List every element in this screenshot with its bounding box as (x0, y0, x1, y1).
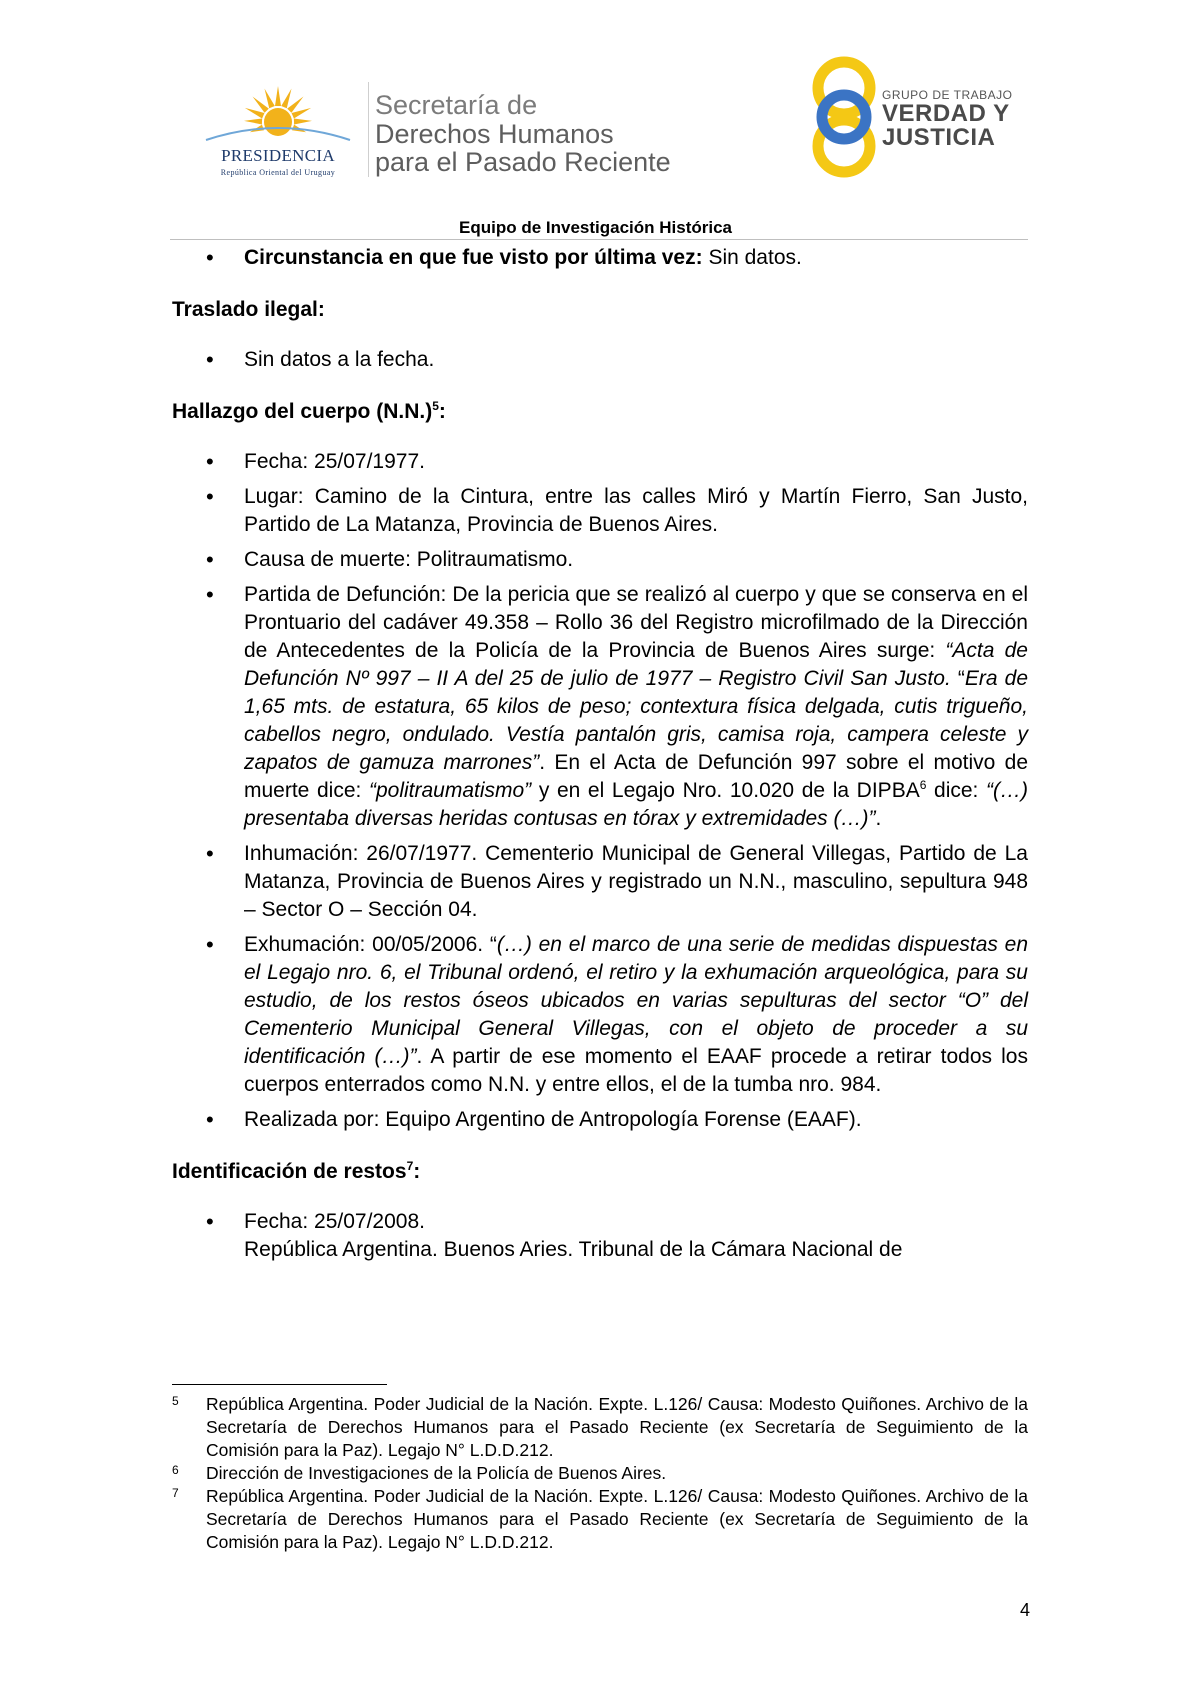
list-item-realizada (172, 1106, 1028, 1134)
partida-text-5: . En el Acta de Defunción 997 sobre el motivo de muerte dice: (244, 751, 1028, 802)
footnotes (172, 1393, 1028, 1554)
list-item-ident-fecha (172, 1208, 1028, 1264)
bullet-icon: • (206, 347, 214, 372)
footnote-ref-7: 7 (406, 1159, 414, 1173)
identificacion-colon: : (413, 1160, 421, 1183)
footnote-number: 6 (172, 1463, 179, 1477)
bullet-icon: • (206, 449, 214, 474)
partida-quote-acta: “Acta de Defunción Nº 997 – II A del 25 de julio de 1977 – Registro Civil San Justo. (244, 639, 1028, 690)
page-number: 4 (1019, 1600, 1030, 1620)
gvj-line-2: VERDAD Y (882, 100, 1010, 127)
main-content (172, 244, 1028, 1264)
logo-divider (368, 82, 369, 177)
footnote-ref-6: 6 (919, 778, 927, 792)
ident-continuation-text: República Argentina. Buenos Aries. Tribunal de la Cámara Nacional de (244, 1238, 903, 1261)
presidencia-wordmark: PRESIDENCIA (221, 146, 335, 165)
partida-quote-descripcion: Era de 1,65 mts. de estatura, 65 kilos de peso; contextura física delgada, cutis trigueño, cabellos negro, ondulado. Vestía pantalón gris, camisa roja, campera celeste y zapatos de gamuza marrones” (244, 667, 1029, 774)
partida-text-1: Partida de Defunción: De la pericia que se realizó al cuerpo y que se conserva en el Prontuario del cadáver 49.358 – Rollo 36 del Registro microfilmado de la Dirección de Antecedentes de la Policía de la Provincia de Buenos Aires surge: (244, 583, 1028, 662)
bullet-icon: • (206, 1209, 214, 1234)
partida-quote-politrauma: “politraumatismo” (368, 779, 532, 802)
hallazgo-colon: : (438, 400, 446, 423)
page-header (170, 52, 1030, 192)
causa-text: Causa de muerte: Politraumatismo. (244, 548, 574, 571)
ident-fecha-text: Fecha: 25/07/2008. (244, 1210, 425, 1233)
lugar-text: Lugar: Camino de la Cintura, entre las calles Miró y Martín Fierro, San Justo, Partido de La Matanza, Provincia de Buenos Aires. (244, 485, 1028, 536)
bullet-icon: • (206, 582, 214, 607)
footnote-text: República Argentina. Poder Judicial de la Nación. Expte. L.126/ Causa: Modesto Quiñones. Archivo de la Secretaría de Derechos Humanos para el Pasado Reciente (ex Secretaría de Seguimiento de la Comisión para la Paz). Legajo N° L.D.D.212. (206, 1394, 1028, 1460)
partida-text-7: y en el Legajo Nro. 10.020 de la DIPBA (531, 779, 920, 802)
section-heading-hallazgo (172, 398, 1028, 426)
list-item-circunstancia (172, 244, 1028, 272)
bullet-icon: • (206, 484, 214, 509)
secretaria-line-3: para el Pasado Reciente (375, 147, 671, 177)
partida-quote-heridas: “(…) presentaba diversas heridas contusas en tórax y extremidades (…)” (244, 779, 1028, 830)
sun-emblem-icon (198, 82, 358, 148)
identificacion-title: Identificación de restos (172, 1160, 407, 1183)
footnote-text: República Argentina. Poder Judicial de la Nación. Expte. L.126/ Causa: Modesto Quiñones. Archivo de la Secretaría de Derechos Humanos para el Pasado Reciente (ex Secretaría de Seguimiento de la Comisión para la Paz). Legajo N° L.D.D.212. (206, 1486, 1028, 1552)
presidencia-logo (198, 82, 358, 192)
list-item-lugar (172, 483, 1028, 539)
footnote-text: Dirección de Investigaciones de la Policía de Buenos Aires. (206, 1463, 667, 1483)
footnote-separator (172, 1384, 387, 1385)
footnote-number: 7 (172, 1486, 179, 1500)
header-rule (170, 239, 1028, 240)
hallazgo-title: Hallazgo del cuerpo (N.N.) (172, 400, 433, 423)
bullet-icon: • (206, 841, 214, 866)
fecha-text: Fecha: 25/07/1977. (244, 450, 425, 473)
footnote (172, 1485, 1028, 1554)
circunstancia-label: Circunstancia en que fue visto por última vez: (244, 246, 703, 269)
list-item-causa (172, 546, 1028, 574)
secretaria-line-1: Secretaría de (375, 90, 538, 120)
bullet-icon: • (206, 245, 214, 270)
circunstancia-value: Sin datos. (702, 246, 802, 269)
section-heading-identificacion (172, 1158, 1028, 1186)
list-item-fecha (172, 448, 1028, 476)
bullet-icon: • (206, 932, 214, 957)
footnote-number: 5 (172, 1394, 179, 1408)
exhumacion-quote: (…) en el marco de una serie de medidas dispuestas en el Legajo nro. 6, el Tribunal ordenó, el retiro y la exhumación arqueológica, para su estudio, de los restos óseos ubicados en varias sepulturas del sector “O” del Cementerio Municipal General Villegas, con el objeto de proceder a su identificación (…)” (244, 933, 1029, 1068)
footnote (172, 1393, 1028, 1462)
footnote (172, 1462, 1028, 1485)
presidencia-subtitle: República Oriental del Uruguay (220, 168, 336, 177)
section-heading-traslado: Traslado ilegal: (172, 298, 325, 321)
secretaria-title (375, 90, 671, 176)
bullet-icon: • (206, 1107, 214, 1132)
list-item-traslado (172, 346, 1028, 374)
bullet-icon: • (206, 547, 214, 572)
list-item-inhumacion (172, 840, 1028, 924)
list-item-exhumacion (172, 931, 1028, 1099)
realizada-text: Realizada por: Equipo Argentino de Antropología Forense (EAAF). (244, 1108, 862, 1131)
gvj-line-1: GRUPO DE TRABAJO (882, 88, 1013, 102)
team-heading: Equipo de Investigación Histórica (459, 218, 732, 237)
footnote-ref-5: 5 (432, 399, 439, 413)
inhumacion-text: Inhumación: 26/07/1977. Cementerio Municipal de General Villegas, Partido de La Matanza, Provincia de Buenos Aires y registrado un N.N., masculino, sepultura 948 – Sector O – Sección 04. (244, 842, 1028, 921)
partida-text-10: . (875, 807, 882, 830)
exhumacion-text-1: Exhumación: 00/05/2006. “ (244, 933, 497, 956)
gvj-line-3: JUSTICIA (882, 124, 996, 151)
traslado-text: Sin datos a la fecha. (244, 348, 435, 371)
partida-text-3: “ (950, 667, 965, 690)
verdad-justicia-wordmark (882, 88, 1012, 150)
exhumacion-text-3: . A partir de ese momento el EAAF procede a retirar todos los cuerpos enterrados como N.N. y entre ellos, el de la tumba nro. 984. (244, 1045, 1028, 1096)
list-item-partida (172, 581, 1028, 833)
secretaria-line-2: Derechos Humanos (375, 119, 614, 149)
partida-text-8: dice: (926, 779, 987, 802)
linked-rings-icon (810, 52, 880, 182)
verdad-justicia-logo (810, 52, 1040, 182)
